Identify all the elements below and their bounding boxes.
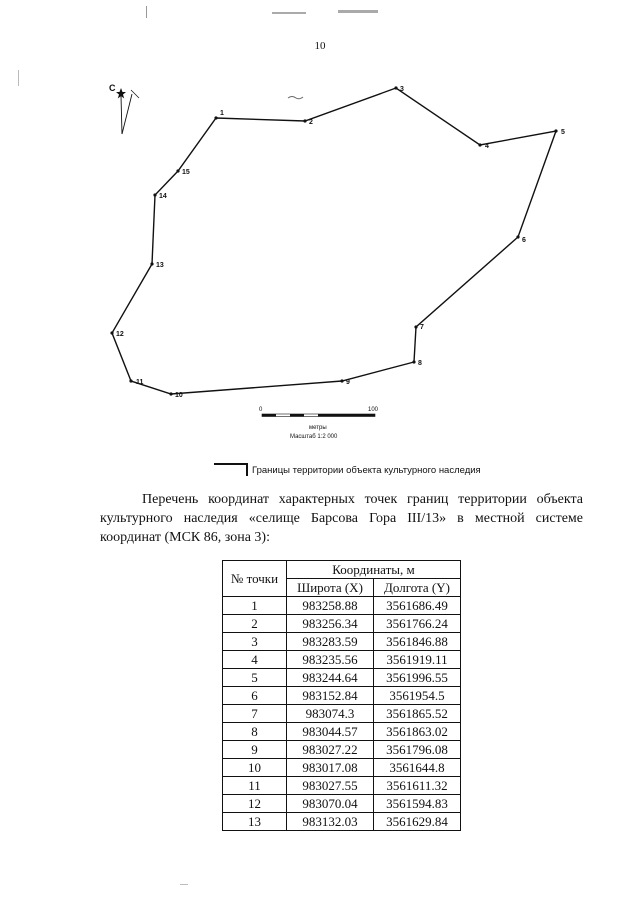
cell-point-number: 12 [223, 795, 287, 813]
table-row [223, 723, 461, 741]
scale-bar-start: 0 [259, 407, 263, 413]
header-longitude-y: Долгота (Y) [374, 579, 461, 597]
cell-latitude-x: 983235.56 [287, 651, 374, 669]
cell-longitude-y: 3561796.08 [374, 741, 461, 759]
cell-longitude-y: 3561686.49 [374, 597, 461, 615]
table-row [223, 741, 461, 759]
boundary-point-marker [150, 262, 153, 265]
cell-latitude-x: 983258.88 [287, 597, 374, 615]
cell-latitude-x: 983027.22 [287, 741, 374, 759]
cell-point-number: 10 [223, 759, 287, 777]
cell-latitude-x: 983283.59 [287, 633, 374, 651]
table-row [223, 777, 461, 795]
cell-longitude-y: 3561954.5 [374, 687, 461, 705]
table-body [223, 597, 461, 831]
cell-point-number: 2 [223, 615, 287, 633]
scale-bar-end: 100 [368, 407, 379, 413]
cell-longitude-y: 3561996.55 [374, 669, 461, 687]
cell-point-number: 3 [223, 633, 287, 651]
cell-longitude-y: 3561865.52 [374, 705, 461, 723]
boundary-point-marker [554, 129, 557, 132]
legend-label: Границы территории объекта культурного наследия [252, 465, 481, 476]
legend [214, 462, 481, 476]
header-latitude-x: Широта (X) [287, 579, 374, 597]
cell-latitude-x: 983017.08 [287, 759, 374, 777]
scale-bar-unit: метры [309, 425, 327, 431]
cell-latitude-x: 983132.03 [287, 813, 374, 831]
boundary-polygon [112, 88, 556, 394]
cell-longitude-y: 3561594.83 [374, 795, 461, 813]
header-point-number: № точки [223, 561, 287, 597]
coordinates-table [222, 560, 461, 831]
boundary-vertices [110, 86, 565, 399]
scan-mark [288, 97, 303, 99]
boundary-point-label: 11 [136, 379, 144, 386]
boundary-point-label: 2 [309, 119, 313, 126]
boundary-point-marker [414, 325, 417, 328]
boundary-point-label: 5 [561, 129, 565, 136]
cell-latitude-x: 983244.64 [287, 669, 374, 687]
boundary-point-label: 9 [346, 379, 350, 386]
cell-point-number: 6 [223, 687, 287, 705]
boundary-point-marker [214, 116, 217, 119]
cell-point-number: 11 [223, 777, 287, 795]
boundary-point-label: 6 [522, 237, 526, 244]
table-row [223, 759, 461, 777]
cell-longitude-y: 3561766.24 [374, 615, 461, 633]
cell-latitude-x: 983152.84 [287, 687, 374, 705]
cell-point-number: 4 [223, 651, 287, 669]
boundary-point-marker [110, 331, 113, 334]
north-arrow-icon [109, 83, 139, 134]
table-row [223, 813, 461, 831]
cell-longitude-y: 3561846.88 [374, 633, 461, 651]
boundary-point-marker [129, 379, 132, 382]
boundary-point-label: 15 [182, 169, 190, 176]
page-number: 10 [314, 40, 326, 52]
cell-latitude-x: 983256.34 [287, 615, 374, 633]
table-row [223, 669, 461, 687]
table-row [223, 705, 461, 723]
boundary-point-label: 10 [175, 392, 183, 399]
boundary-point-label: 7 [420, 324, 424, 331]
boundary-point-label: 8 [418, 360, 422, 367]
cell-longitude-y: 3561919.11 [374, 651, 461, 669]
table-row [223, 597, 461, 615]
cell-latitude-x: 983070.04 [287, 795, 374, 813]
cell-longitude-y: 3561611.32 [374, 777, 461, 795]
cell-longitude-y: 3561629.84 [374, 813, 461, 831]
table-row [223, 687, 461, 705]
boundary-point-label: 13 [156, 262, 164, 269]
boundary-point-marker [478, 143, 481, 146]
boundary-point-label: 3 [400, 86, 404, 93]
north-letter: С [109, 83, 116, 93]
cell-point-number: 8 [223, 723, 287, 741]
boundary-point-label: 1 [220, 110, 224, 117]
cell-point-number: 7 [223, 705, 287, 723]
cell-point-number: 13 [223, 813, 287, 831]
legend-line-symbol [214, 463, 248, 476]
cell-longitude-y: 3561644.8 [374, 759, 461, 777]
boundary-point-label: 12 [116, 331, 124, 338]
header-coordinates: Координаты, м [287, 561, 461, 579]
scale-bar [259, 407, 379, 440]
table-row [223, 651, 461, 669]
cell-latitude-x: 983074.3 [287, 705, 374, 723]
table-row [223, 795, 461, 813]
boundary-point-marker [516, 235, 519, 238]
table-header-row [223, 561, 461, 579]
cell-latitude-x: 983027.55 [287, 777, 374, 795]
table-row [223, 615, 461, 633]
boundary-point-label: 14 [159, 193, 167, 200]
boundary-point-marker [340, 379, 343, 382]
boundary-point-label: 4 [485, 143, 489, 150]
boundary-point-marker [394, 86, 397, 89]
boundary-point-marker [169, 392, 172, 395]
boundary-point-marker [153, 193, 156, 196]
boundary-point-marker [412, 360, 415, 363]
cell-point-number: 1 [223, 597, 287, 615]
cell-latitude-x: 983044.57 [287, 723, 374, 741]
scan-mark [180, 884, 188, 885]
cell-point-number: 5 [223, 669, 287, 687]
boundary-point-marker [303, 119, 306, 122]
boundary-point-marker [176, 169, 179, 172]
cell-point-number: 9 [223, 741, 287, 759]
cell-longitude-y: 3561863.02 [374, 723, 461, 741]
scale-caption: Масштаб 1:2 000 [290, 434, 338, 440]
intro-paragraph: Перечень координат характерных точек границ территории объекта культурного наследия «селище Барсова Гора III/13» в местной системе координат (МСК 86, зона 3): [100, 492, 583, 545]
table-row [223, 633, 461, 651]
